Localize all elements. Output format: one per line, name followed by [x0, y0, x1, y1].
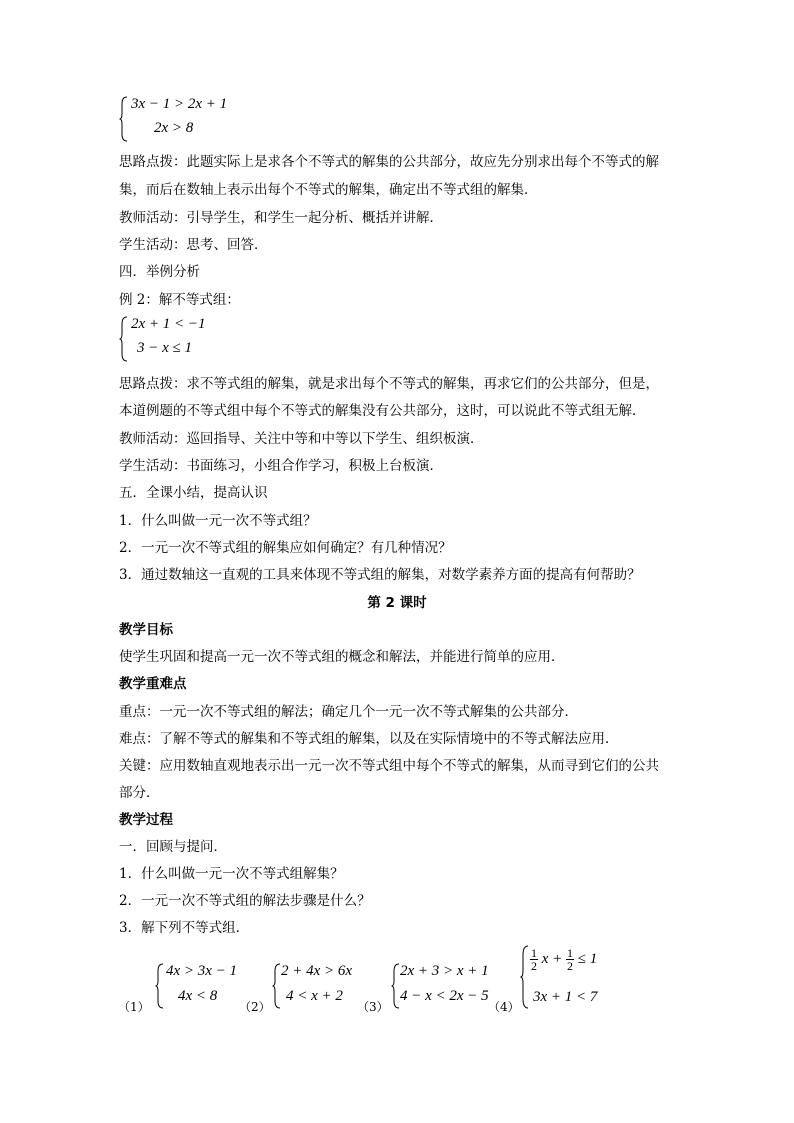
brace-icon: [391, 963, 400, 1009]
list-item: 1．什么叫做一元一次不等式组？: [119, 513, 317, 529]
list-item: 3．解下列不等式组．: [119, 920, 250, 936]
lesson-title: 第 2 课时: [367, 595, 427, 611]
list-item: 2．一元一次不等式组的解法步骤是什么？: [119, 893, 371, 909]
exercise-label: （4）: [488, 1000, 520, 1014]
paragraph: 重点：一元一次不等式组的解法；确定几个一元一次不等式解集的公共部分．: [119, 704, 578, 720]
section-heading: 教学目标: [119, 622, 173, 638]
section-heading: 教学过程: [119, 812, 173, 828]
brace-icon: [119, 96, 128, 142]
list-item: 3．通过数轴这一直观的工具来体现不等式组的解集，对数学素养方面的提高有何帮助？: [119, 567, 641, 583]
paragraph: 难点：了解不等式的解集和不等式组的解集，以及在实际情境中的不等式解法应用．: [119, 731, 619, 747]
section-heading: 一．回顾与提问．: [119, 839, 227, 855]
brace-icon: [272, 963, 281, 1009]
paragraph: 学生活动：书面练习，小组合作学习，积极上台板演．: [119, 458, 443, 474]
equation-row: 3 − x ≤ 1: [137, 340, 193, 356]
fraction: $\frac{1}{2}$: [567, 946, 574, 973]
exercise-label: （1）: [118, 1000, 150, 1014]
equation-row: 4x < 8: [178, 988, 218, 1004]
brace-icon: [119, 316, 128, 362]
equation-row: 2x > 8: [154, 120, 194, 136]
section-heading: 四．举例分析: [119, 264, 200, 280]
fraction: $\frac{1}{2}$: [531, 946, 537, 973]
equation-row: 4 − x < 2x − 5: [400, 988, 489, 1004]
list-item: 1．什么叫做一元一次不等式组解集？: [119, 866, 344, 882]
brace-icon: [155, 963, 164, 1009]
paragraph: 部分．: [119, 785, 160, 801]
equation-row: 3x + 1 < 7: [533, 989, 598, 1005]
paragraph: 思路点拨：求不等式组的解集，就是求出每个不等式的解集，再求它们的公共部分，但是，: [119, 376, 659, 392]
paragraph: 教师活动：引导学生，和学生一起分析、概括并讲解．: [119, 210, 443, 226]
equation-row: 2 + 4x > 6x: [281, 963, 353, 979]
paragraph: 使学生巩固和提高一元一次不等式组的概念和解法，并能进行简单的应用．: [119, 649, 565, 665]
paragraph: 关键：应用数轴直观地表示出一元一次不等式组中每个不等式的解集，从而寻到它们的公共: [119, 758, 659, 774]
equation-row: 2x + 3 > x + 1: [400, 963, 489, 979]
exercise-label: （3）: [357, 1000, 389, 1014]
inequality-system-top: [119, 96, 259, 142]
equation-row: $\frac{1}{2}$ x + $\frac{1}{2}$ ≤ 1: [531, 946, 598, 973]
brace-icon: [520, 945, 529, 1009]
paragraph: 思路点拨：此题实际上是求各个不等式的解集的公共部分，故应先分别求出每个不等式的解: [119, 154, 659, 170]
paragraph: 集，而后在数轴上表示出每个不等式的解集，确定出不等式组的解集．: [119, 182, 538, 198]
paragraph: 本道例题的不等式组中每个不等式的解集没有公共部分，这时，可以说此不等式组无解．: [119, 403, 646, 419]
inequality-system-example2: [119, 316, 259, 362]
section-heading: 教学重难点: [119, 676, 187, 692]
equation-row: 4x > 3x − 1: [166, 963, 238, 979]
section-heading: 五．全课小结，提高认识: [119, 485, 268, 501]
inequality-system-ex4: [520, 945, 630, 1009]
equation-row: 3x − 1 > 2x + 1: [131, 96, 228, 112]
inequality-system-ex3: [391, 963, 491, 1009]
list-item: 2．一元一次不等式组的解集应如何确定？有几种情况？: [119, 540, 452, 556]
paragraph: 学生活动：思考、回答．: [119, 237, 268, 253]
exercise-label: （2）: [239, 1000, 271, 1014]
equation-row: 4 < x + 2: [286, 988, 343, 1004]
paragraph: 教师活动：巡回指导、关注中等和中等以下学生、组织板演．: [119, 431, 484, 447]
example-label: 例 2：解不等式组：: [119, 292, 240, 308]
equation-row: 2x + 1 < −1: [131, 316, 206, 332]
